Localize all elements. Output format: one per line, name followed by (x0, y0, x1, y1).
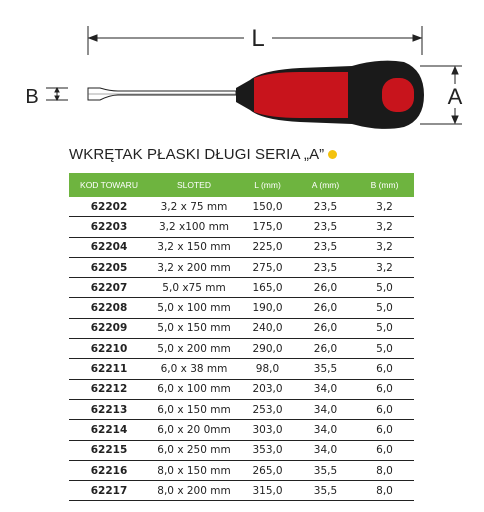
cell-length: 353,0 (239, 440, 296, 460)
cell-handle-a: 34,0 (296, 379, 355, 399)
cell-width-b: 3,2 (355, 237, 414, 257)
cell-size: 6,0 x 150 mm (149, 399, 239, 419)
header-length: L (mm) (239, 173, 296, 197)
cell-size: 5,0 x 200 mm (149, 339, 239, 359)
cell-handle-a: 26,0 (296, 298, 355, 318)
cell-length: 150,0 (239, 197, 296, 217)
cell-handle-a: 23,5 (296, 237, 355, 257)
cell-length: 190,0 (239, 298, 296, 318)
cell-code: 62208 (69, 298, 149, 318)
table-row (69, 359, 414, 379)
cell-handle-a: 23,5 (296, 217, 355, 237)
table-row (69, 318, 414, 338)
cell-length: 240,0 (239, 318, 296, 338)
table-row (69, 339, 414, 359)
cell-width-b: 8,0 (355, 481, 414, 501)
cell-size: 5,0 x75 mm (149, 278, 239, 298)
cell-length: 315,0 (239, 481, 296, 501)
cell-handle-a: 26,0 (296, 339, 355, 359)
cell-size: 6,0 x 250 mm (149, 440, 239, 460)
cell-code: 62203 (69, 217, 149, 237)
cell-size: 3,2 x 200 mm (149, 257, 239, 277)
cell-handle-a: 23,5 (296, 197, 355, 217)
cell-size: 5,0 x 100 mm (149, 298, 239, 318)
cell-length: 175,0 (239, 217, 296, 237)
header-width-b: B (mm) (355, 173, 414, 197)
table-row (69, 197, 414, 217)
cell-width-b: 3,2 (355, 257, 414, 277)
table-row (69, 460, 414, 480)
cell-width-b: 5,0 (355, 278, 414, 298)
cell-length: 225,0 (239, 237, 296, 257)
cell-handle-a: 35,5 (296, 460, 355, 480)
cell-length: 303,0 (239, 420, 296, 440)
length-label: L (251, 25, 265, 52)
cell-code: 62212 (69, 379, 149, 399)
header-sloted: SLOTED (149, 173, 239, 197)
table-header-row (69, 173, 414, 197)
table-row (69, 257, 414, 277)
cell-length: 253,0 (239, 399, 296, 419)
table-row (69, 399, 414, 419)
cell-width-b: 3,2 (355, 197, 414, 217)
table-row (69, 217, 414, 237)
cell-width-b: 5,0 (355, 318, 414, 338)
cell-handle-a: 26,0 (296, 278, 355, 298)
cell-width-b: 6,0 (355, 359, 414, 379)
cell-size: 6,0 x 100 mm (149, 379, 239, 399)
cell-size: 6,0 x 20 0mm (149, 420, 239, 440)
cell-code: 62216 (69, 460, 149, 480)
table-row (69, 298, 414, 318)
header-handle-a: A (mm) (296, 173, 355, 197)
screwdriver-diagram (0, 0, 484, 140)
cell-length: 275,0 (239, 257, 296, 277)
cell-width-b: 6,0 (355, 379, 414, 399)
cell-size: 6,0 x 38 mm (149, 359, 239, 379)
blade-width-dimension (46, 88, 68, 100)
cell-width-b: 8,0 (355, 460, 414, 480)
cell-handle-a: 35,5 (296, 481, 355, 501)
cell-width-b: 3,2 (355, 217, 414, 237)
cell-length: 98,0 (239, 359, 296, 379)
cell-width-b: 5,0 (355, 339, 414, 359)
cell-handle-a: 23,5 (296, 257, 355, 277)
cell-code: 62209 (69, 318, 149, 338)
cell-width-b: 6,0 (355, 420, 414, 440)
cell-width-b: 5,0 (355, 298, 414, 318)
cell-size: 3,2 x 75 mm (149, 197, 239, 217)
cell-code: 62202 (69, 197, 149, 217)
table-row (69, 237, 414, 257)
cell-width-b: 6,0 (355, 440, 414, 460)
cell-handle-a: 26,0 (296, 318, 355, 338)
handle (236, 61, 424, 129)
cell-code: 62204 (69, 237, 149, 257)
cell-handle-a: 35,5 (296, 359, 355, 379)
cell-size: 8,0 x 200 mm (149, 481, 239, 501)
cell-size: 5,0 x 150 mm (149, 318, 239, 338)
product-title: WKRĘTAK PŁASKI DŁUGI SERIA „A” (69, 145, 325, 163)
table-row (69, 481, 414, 501)
cell-code: 62213 (69, 399, 149, 419)
table-row (69, 379, 414, 399)
product-title-row (69, 145, 337, 163)
cell-code: 62217 (69, 481, 149, 501)
cell-length: 203,0 (239, 379, 296, 399)
cell-length: 265,0 (239, 460, 296, 480)
handle-label: A (447, 84, 463, 109)
cell-code: 62214 (69, 420, 149, 440)
blade (88, 88, 236, 100)
spec-table (69, 173, 414, 501)
cell-handle-a: 34,0 (296, 440, 355, 460)
cell-code: 62207 (69, 278, 149, 298)
cell-code: 62210 (69, 339, 149, 359)
cell-handle-a: 34,0 (296, 399, 355, 419)
blade-width-label: B (25, 86, 39, 108)
series-dot-icon (328, 150, 337, 159)
cell-handle-a: 34,0 (296, 420, 355, 440)
table-row (69, 420, 414, 440)
cell-code: 62215 (69, 440, 149, 460)
cell-size: 3,2 x 150 mm (149, 237, 239, 257)
cell-length: 290,0 (239, 339, 296, 359)
header-code: KOD TOWARU (69, 173, 149, 197)
cell-length: 165,0 (239, 278, 296, 298)
table-row (69, 278, 414, 298)
table-row (69, 440, 414, 460)
cell-size: 3,2 x100 mm (149, 217, 239, 237)
cell-size: 8,0 x 150 mm (149, 460, 239, 480)
cell-code: 62205 (69, 257, 149, 277)
cell-width-b: 6,0 (355, 399, 414, 419)
cell-code: 62211 (69, 359, 149, 379)
